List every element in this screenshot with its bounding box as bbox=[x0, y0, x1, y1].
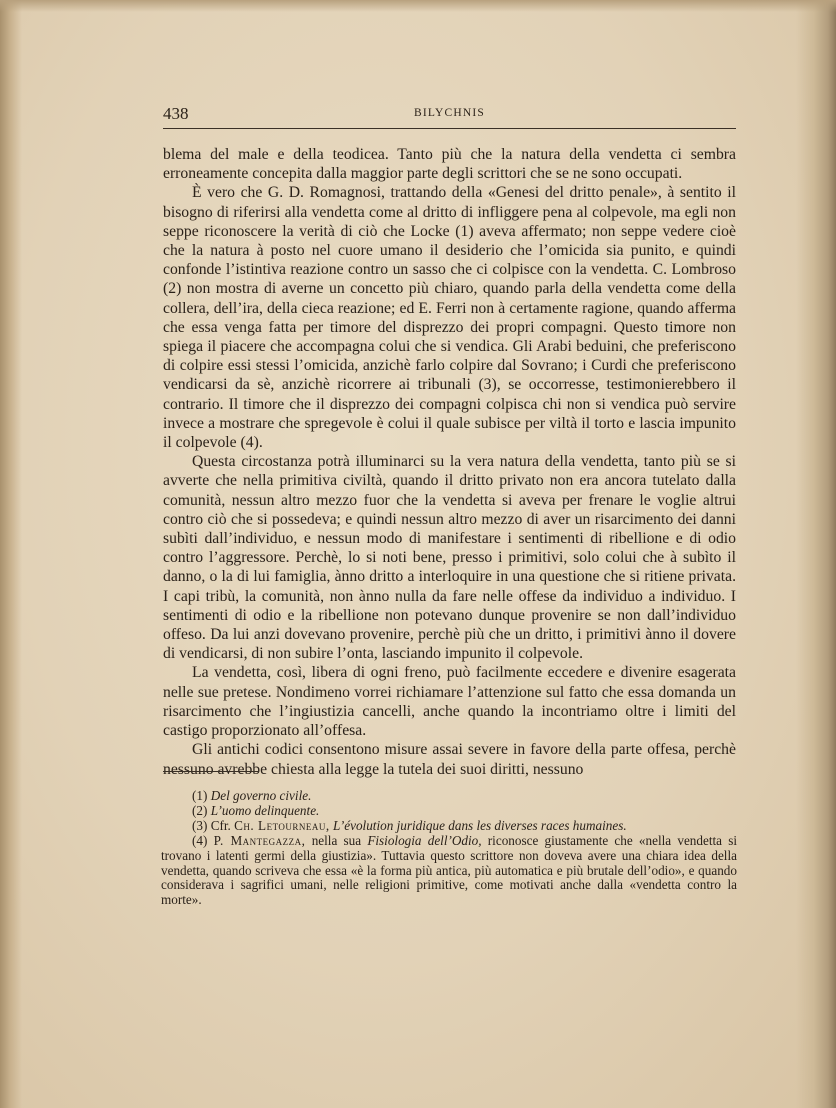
page-number: 438 bbox=[163, 104, 189, 123]
footnote-3-mark: (3) bbox=[192, 817, 208, 833]
footnote-1 bbox=[161, 789, 737, 804]
footnote-2-mark: (2) bbox=[192, 802, 208, 818]
footnote-2-title: L’uomo delinquente. bbox=[210, 802, 320, 818]
footnote-4-mark: (4) bbox=[192, 832, 208, 848]
footnote-1-mark: (1) bbox=[192, 788, 208, 803]
page-header bbox=[163, 104, 736, 129]
footnote-separator bbox=[163, 771, 259, 772]
paragraph-5: Gli antichi codici consentono misure assai severe in favore della parte offesa, perchè nessuno avrebbe chiesta alla legge la tutela dei suoi diritti, nessuno bbox=[163, 741, 736, 778]
footnote-3-title: L’évolution juridique dans les diverses races humaines. bbox=[333, 817, 627, 833]
footnote-3-cfr: Cfr. bbox=[210, 817, 231, 833]
footnote-4-title: Fisiologia dell’Odio, bbox=[367, 832, 482, 848]
main-text bbox=[163, 145, 736, 779]
page-left-edge-shadow bbox=[0, 0, 22, 1108]
footnote-4-text-b: riconosce giustamente che «nella vendetta si trovano i latenti germi della giustizia». Tuttavia questo scrittore non doveva avere una chiara idea della vendetta, quando scriveva che essa «è la forma più antica, più automatica e più brutale dell’odio», e quando considerava i sagrifici umani, nelle religioni primitive, come motivati anche dalla «vendetta contro la morte». bbox=[161, 832, 738, 908]
running-head: BILYCHNIS bbox=[414, 107, 485, 119]
footnote-2 bbox=[161, 804, 737, 819]
footnotes bbox=[161, 789, 737, 908]
page-top-edge-shadow bbox=[0, 0, 836, 12]
page-right-edge-shadow bbox=[796, 0, 836, 1108]
paragraph-1: blema del male e della teodicea. Tanto più che la natura della vendetta ci sembra erroneamente concepita dalla maggior parte degli scrittori che se ne sono occupati. bbox=[163, 146, 736, 183]
footnote-4 bbox=[161, 834, 737, 909]
paragraph-4: La vendetta, così, libera di ogni freno, può facilmente eccedere e divenire esagerata nelle sue pretese. Nondimeno vorrei richiamare l’attenzione sul fatto che essa domanda un risarcimento che l’ingiustizia cancelli, anche quando la incontriamo oltre i limiti del castigo proporzionato all’offesa. bbox=[163, 664, 736, 740]
footnote-3 bbox=[161, 819, 737, 834]
footnote-4-author: P. Mantegazza, bbox=[213, 832, 306, 848]
paragraph-2: È vero che G. D. Romagnosi, trattando della «Genesi del dritto penale», à sentito il bisogno di riferirsi alla vendetta come al dritto di infliggere pena al colpevole, ma egli non seppe riconoscere la verità di ciò che Locke (1) aveva affermato; non seppe vedere cioè che la natura à posto nel cuore umano il desiderio che l’omicida sia punito, e quindi confonde l’istintiva reazione contro un sasso che ci colpisce con la vendetta. C. Lombroso (2) non mostra di averne un concetto più chiaro, quando parla della vendetta come della collera, dell’ira, della cieca reazione; ed E. Ferri non à certamente ragione, quando afferma che essa venga fatta per timore del disprezzo dei propri compagni. Questo timore non spiega il piacere che accompagna colui che si vendica. Gli Arabi beduini, che preferiscono di colpire essi stessi l’omicida, anzichè farlo colpire dal Sovrano; i Curdi che preferiscono vendicarsi da sè, anzichè ricorrere ai tribunali (3), se occorresse, testimonierebbero il contrario. Il timore che il disprezzo dei compagni colpisca chi non si vendica può servire invece a mostrare che spregevole è colui il quale subisce per viltà il torto e lascia impunito il colpevole (4). bbox=[163, 184, 736, 452]
footnote-3-author: Ch. Letourneau, bbox=[234, 817, 330, 833]
footnote-4-text-a: nella sua bbox=[311, 832, 362, 848]
footnote-1-title: Del governo civile. bbox=[210, 788, 312, 803]
paragraph-3: Questa circostanza potrà illuminarci su la vera natura della vendetta, tanto più se si avverte che nella primitiva civiltà, quando il dritto privato non era ancora tutelato dalla comunità, nessun altro mezzo fuor che la vendetta si aveva per frenare le voglie altrui contro ciò che si possedeva; e quindi nessun altro mezzo di aver un risarcimento dei danni subìti dall’individuo, e nessun modo di manifestare i sentimenti di ribellione e di odio contro l’aggressore. Perchè, lo si noti bene, presso i primitivi, solo colui che à subìto il danno, o la di lui famiglia, ànno dritto a interloquire in una questione che si ritiene privata. I capi tribù, la comunità, non ànno nulla da fare nelle offese da individuo a individuo. I sentimenti di odio e la ribellione non potevano dunque provenire se non dall’individuo offeso. Da lui anzi dovevano provenire, perchè più che un dritto, i primitivi ànno il dovere di vendicarsi, di non subire l’onta, lasciando impunito il colpevole. bbox=[163, 453, 736, 663]
